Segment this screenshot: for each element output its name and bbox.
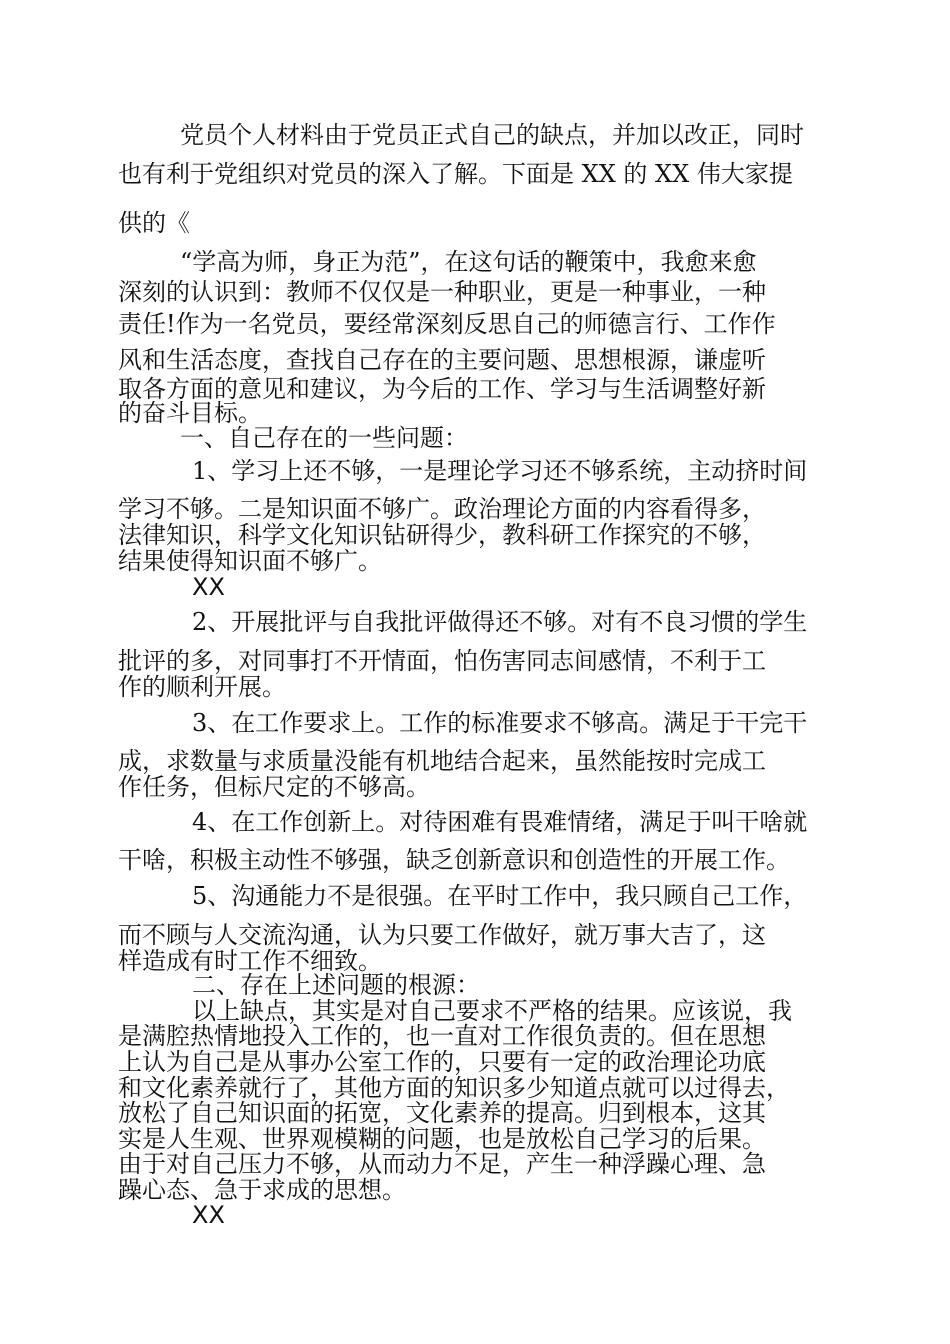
text-line: 结果使得知识面不够广。: [118, 547, 382, 575]
section-heading: 一、自己存在的一些问题：: [180, 424, 468, 452]
text-line: 4、在工作创新上。对待困难有畏难情绪，满足于叫干啥就: [192, 808, 808, 836]
text-line: 2、开展批评与自我批评做得还不够。对有不良习惯的学生: [192, 608, 808, 636]
text-line: 学习不够。二是知识面不够广。政治理论方面的内容看得多，: [118, 495, 766, 523]
text-line: 3、在工作要求上。工作的标准要求不够高。满足于干完干: [192, 709, 808, 737]
text-line: 供的《: [118, 209, 190, 237]
text-line: 放松了自己知识面的拓宽，文化素养的提高。归到根本，这其: [118, 1099, 766, 1127]
text-line: 批评的多，对同事打不开情面，怕伤害同志间感情，不利于工: [118, 647, 766, 675]
text-line: XX: [192, 573, 225, 601]
text-line: 5、沟通能力不是很强。在平时工作中，我只顾自己工作，: [192, 882, 808, 910]
text-line: 取各方面的意见和建议，为今后的工作、学习与生活调整好新: [118, 375, 766, 403]
text-line: 上认为自己是从事办公室工作的，只要有一定的政治理论功底: [118, 1048, 766, 1076]
text-line: 的奋斗目标。: [118, 399, 262, 427]
section-heading: 二、存在上述问题的根源：: [192, 971, 480, 999]
text-line: 作任务，但标尺定的不够高。: [118, 773, 430, 801]
text-line: XX: [192, 1201, 225, 1229]
text-line: 深刻的认识到：教师不仅仅是一种职业，更是一种事业，一种: [118, 278, 766, 306]
text-line: 由于对自己压力不够，从而动力不足，产生一种浮躁心理、急: [118, 1150, 766, 1178]
text-line: 责任!作为一名党员，要经常深刻反思自己的师德言行、工作作: [118, 310, 776, 338]
text-line: “学高为师，身正为范”，在这句话的鞭策中，我愈来愈: [180, 248, 757, 276]
text-line: 躁心态、急于求成的思想。: [118, 1176, 406, 1204]
text-line: 是满腔热情地投入工作的，也一直对工作很负责的。但在思想: [118, 1022, 766, 1050]
text-line: 和文化素养就行了，其他方面的知识多少知道点就可以过得去，: [118, 1074, 790, 1102]
text-line: 1、学习上还不够，一是理论学习还不够系统，主动挤时间: [192, 457, 808, 485]
text-line: 法律知识，科学文化知识钻研得少，教科研工作探究的不够，: [118, 521, 766, 549]
text-line: 样造成有时工作不细致。: [118, 947, 382, 975]
text-line: 实是人生观、世界观模糊的问题，也是放松自己学习的后果。: [118, 1125, 766, 1153]
text-line: 风和生活态度，查找自己存在的主要问题、思想根源，谦虚听: [118, 346, 766, 374]
text-line: 作的顺利开展。: [118, 673, 286, 701]
text-line: 也有利于党组织对党员的深入了解。下面是 XX 的 XX 伟大家提: [118, 160, 793, 188]
text-line: 党员个人材料由于党员正式自己的缺点，并加以改正，同时: [180, 121, 804, 149]
text-line: 干啥，积极主动性不够强，缺乏创新意识和创造性的开展工作。: [118, 846, 790, 874]
text-line: 成，求数量与求质量没能有机地结合起来，虽然能按时完成工: [118, 747, 766, 775]
text-line: 而不顾与人交流沟通，认为只要工作做好，就万事大吉了，这: [118, 921, 766, 949]
text-line: 以上缺点，其实是对自己要求不严格的结果。应该说，我: [192, 997, 792, 1025]
